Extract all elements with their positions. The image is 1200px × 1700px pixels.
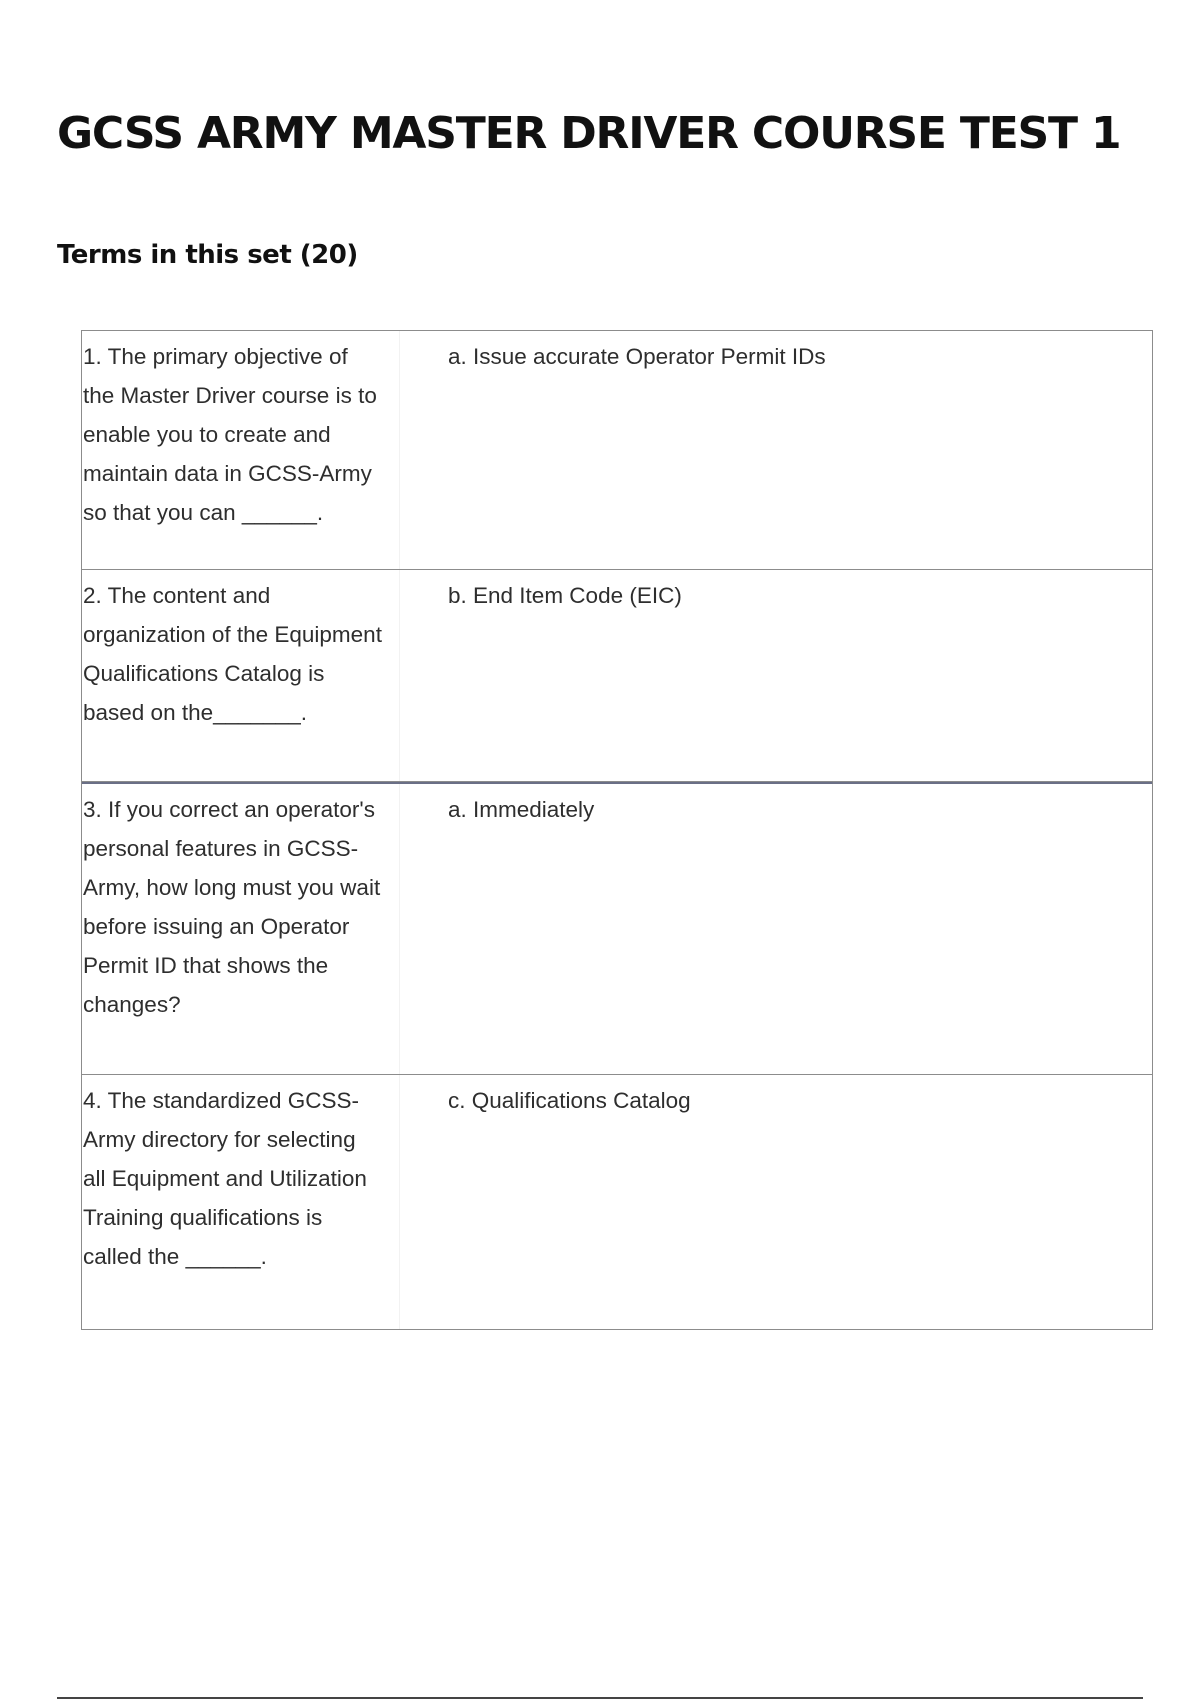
term-row-2: [82, 570, 1152, 782]
term-answer-1: a. Issue accurate Operator Permit IDs: [448, 344, 826, 369]
term-question-2: 2. The content and organization of the Equipment Qualifications Catalog is based on the_______.: [82, 570, 400, 781]
terms-set-heading: Terms in this set (20): [57, 240, 358, 270]
term-answer-3: a. Immediately: [448, 797, 595, 822]
term-question-3: 3. If you correct an operator's personal features in GCSS-Army, how long must you wait before issuing an Operator Permit ID that shows the changes?: [82, 784, 400, 1074]
term-row-4: [82, 1075, 1152, 1329]
page-title: GCSS ARMY MASTER DRIVER COURSE TEST 1: [57, 108, 1121, 159]
term-question-1: 1. The primary objective of the Master Driver course is to enable you to create and maintain data in GCSS-Army so that you can ______.: [82, 331, 400, 569]
term-answer-2: b. End Item Code (EIC): [448, 583, 682, 608]
terms-table: [81, 330, 1153, 1330]
term-row-3: [82, 782, 1152, 1075]
term-question-4: 4. The standardized GCSS-Army directory for selecting all Equipment and Utilization Training qualifications is called the ______.: [82, 1075, 400, 1329]
footer-divider: [57, 1697, 1143, 1699]
term-row-1: [82, 331, 1152, 570]
term-answer-4: c. Qualifications Catalog: [448, 1088, 691, 1113]
